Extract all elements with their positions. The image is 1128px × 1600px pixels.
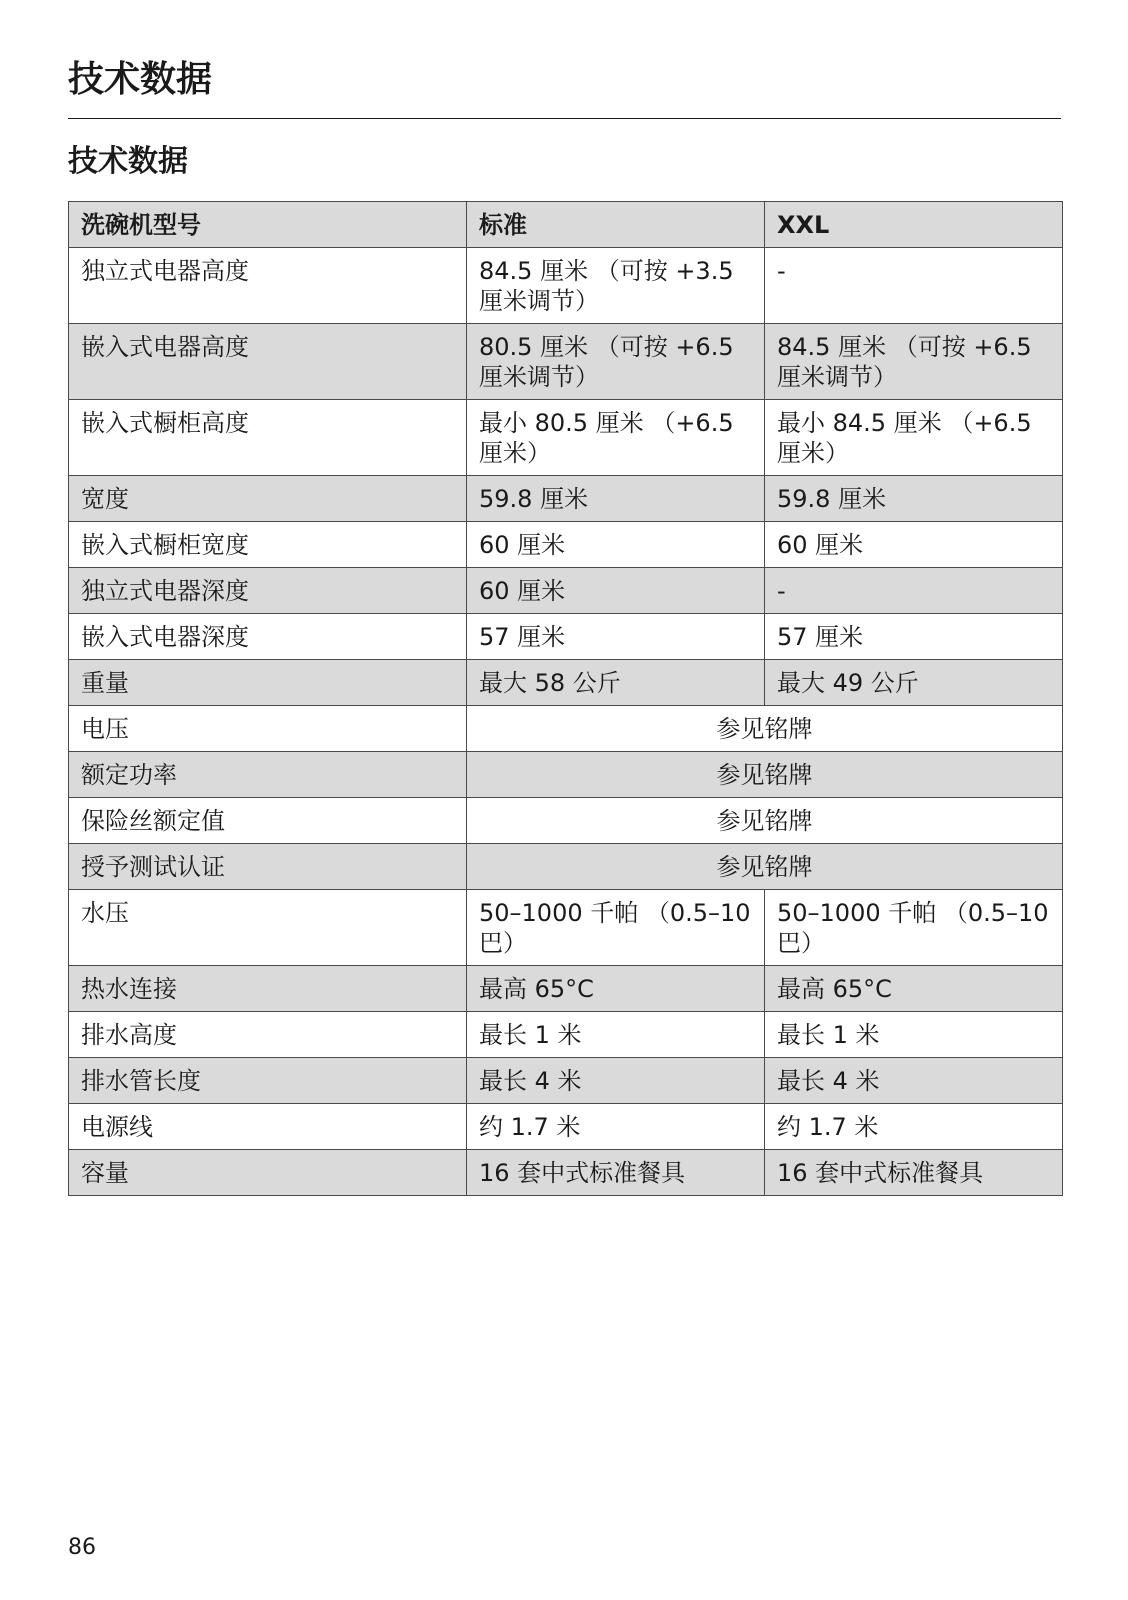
row-label: 排水高度 [69,1012,467,1058]
standard-value: 16 套中式标准餐具 [467,1150,765,1196]
standard-value: 60 厘米 [467,568,765,614]
xxl-value: 84.5 厘米 （可按 +6.5 厘米调节） [765,324,1063,400]
row-label: 额定功率 [69,752,467,798]
table-row [69,660,1063,706]
row-label: 授予测试认证 [69,844,467,890]
table-row [69,890,1063,966]
standard-value: 约 1.7 米 [467,1104,765,1150]
row-label: 电源线 [69,1104,467,1150]
row-label: 电压 [69,706,467,752]
header-xxl: XXL [765,202,1063,248]
table-row [69,522,1063,568]
xxl-value: 最长 1 米 [765,1012,1063,1058]
table-row [69,1058,1063,1104]
table-row [69,614,1063,660]
table-row [69,798,1063,844]
row-label: 嵌入式橱柜高度 [69,400,467,476]
table-row [69,476,1063,522]
row-label: 嵌入式电器深度 [69,614,467,660]
table-row [69,752,1063,798]
table-row [69,248,1063,324]
xxl-value: 约 1.7 米 [765,1104,1063,1150]
table-row [69,568,1063,614]
row-label: 重量 [69,660,467,706]
row-label: 排水管长度 [69,1058,467,1104]
table-row [69,1012,1063,1058]
header-standard: 标准 [467,202,765,248]
row-label: 热水连接 [69,966,467,1012]
standard-value: 80.5 厘米 （可按 +6.5 厘米调节） [467,324,765,400]
standard-value: 57 厘米 [467,614,765,660]
table-row [69,400,1063,476]
title-divider [68,118,1061,119]
header-model: 洗碗机型号 [69,202,467,248]
table-row [69,1104,1063,1150]
xxl-value: 50–1000 千帕 （0.5–10 巴） [765,890,1063,966]
xxl-value: 59.8 厘米 [765,476,1063,522]
xxl-value: 最大 49 公斤 [765,660,1063,706]
table-row [69,706,1063,752]
row-label: 宽度 [69,476,467,522]
table-row [69,1150,1063,1196]
standard-value: 最小 80.5 厘米 （+6.5 厘米） [467,400,765,476]
section-title: 技术数据 [68,144,188,179]
xxl-value: 最小 84.5 厘米 （+6.5 厘米） [765,400,1063,476]
xxl-value: 最高 65°C [765,966,1063,1012]
xxl-value: 16 套中式标准餐具 [765,1150,1063,1196]
xxl-value: 57 厘米 [765,614,1063,660]
row-label: 独立式电器深度 [69,568,467,614]
row-label: 水压 [69,890,467,966]
merged-value: 参见铭牌 [467,752,1063,798]
standard-value: 84.5 厘米 （可按 +3.5 厘米调节） [467,248,765,324]
row-label: 保险丝额定值 [69,798,467,844]
table-row [69,844,1063,890]
xxl-value: 最长 4 米 [765,1058,1063,1104]
table-row [69,966,1063,1012]
merged-value: 参见铭牌 [467,844,1063,890]
standard-value: 最长 1 米 [467,1012,765,1058]
table-header-row [69,202,1063,248]
standard-value: 最大 58 公斤 [467,660,765,706]
row-label: 独立式电器高度 [69,248,467,324]
standard-value: 最长 4 米 [467,1058,765,1104]
spec-table [68,201,1063,1196]
page-number: 86 [68,1535,96,1560]
row-label: 容量 [69,1150,467,1196]
standard-value: 59.8 厘米 [467,476,765,522]
row-label: 嵌入式橱柜宽度 [69,522,467,568]
standard-value: 最高 65°C [467,966,765,1012]
row-label: 嵌入式电器高度 [69,324,467,400]
standard-value: 60 厘米 [467,522,765,568]
table-row [69,324,1063,400]
merged-value: 参见铭牌 [467,798,1063,844]
merged-value: 参见铭牌 [467,706,1063,752]
page-title: 技术数据 [68,59,213,100]
xxl-value: - [765,248,1063,324]
xxl-value: 60 厘米 [765,522,1063,568]
xxl-value: - [765,568,1063,614]
standard-value: 50–1000 千帕 （0.5–10 巴） [467,890,765,966]
